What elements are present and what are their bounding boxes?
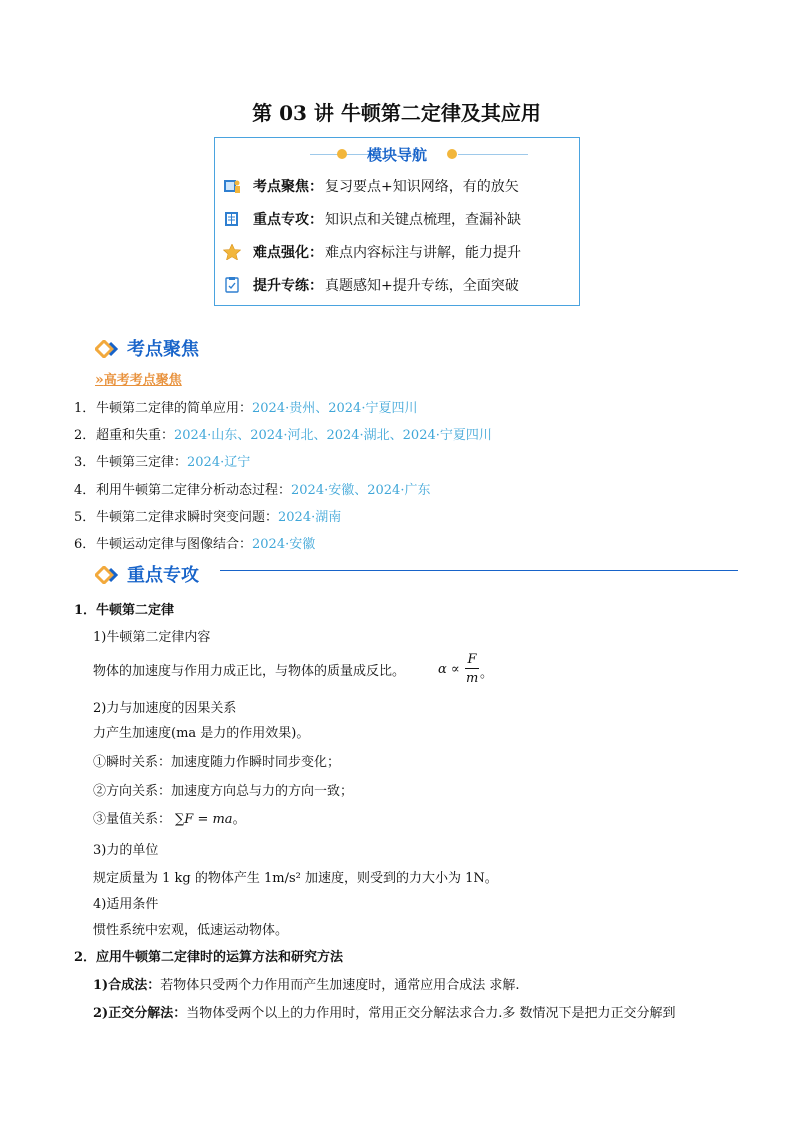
paragraph: 规定质量为 1 kg 的物体产生 1m/s² 加速度，则受到的力大小为 1N。 [93,871,498,886]
subheading-exam-focus: »高考考点聚焦 [95,372,182,388]
star-icon [223,244,241,260]
list-item: 5．牛顿第二定律求瞬时突变问题：2024·湖南 [74,510,342,525]
section-heading-key: 重点专攻 [95,561,199,587]
list-item: 1．牛顿第二定律的简单应用：2024·贵州、2024·宁夏四川 [74,401,418,416]
double-chevron-icon [95,340,121,358]
paragraph: 2)力与加速度的因果关系 [93,701,237,716]
paragraph: 2)正交分解法：当物体受两个以上的力作用时，常用正交分解法求合力.多 数情况下是把力正交分解到 [93,1006,676,1021]
section-heading-focus: 考点聚焦 [95,335,199,361]
book-icon [223,211,241,227]
paragraph: 物体的加速度与作用力成正比，与物体的质量成反比。 [93,664,406,679]
double-chevron-icon [95,566,121,584]
paragraph: 1)合成法：若物体只受两个力作用而产生加速度时，通常应用合成法 求解. [93,978,520,993]
paragraph: 4)适用条件 [93,897,159,912]
section-divider [220,570,738,571]
page-title: 第 03 讲 牛顿第二定律及其应用 [252,101,541,125]
list-item: 4．利用牛顿第二定律分析动态过程：2024·安徽、2024·广东 [74,483,431,498]
paragraph: 1)牛顿第二定律内容 [93,630,211,645]
nav-item-difficult: 难点强化： 难点内容标注与讲解，能力提升 [223,242,521,262]
list-item: 6．牛顿运动定律与图像结合：2024·安徽 [74,537,316,552]
paragraph: ①瞬时关系：加速度随力作瞬时同步变化； [93,755,341,770]
nav-heading: 模块导航 [366,146,427,164]
paragraph: 惯性系统中宏观，低速运动物体。 [93,923,289,938]
list-item: 3．牛顿第三定律：2024·辽宁 [74,455,251,470]
nav-divider-right [458,154,528,155]
teacher-icon [223,178,241,194]
paragraph: 3)力的单位 [93,843,159,858]
paragraph: ③量值关系： ∑F = ma。 [93,812,246,827]
nav-item-practice: 提升专练： 真题感知+提升专练，全面突破 [223,275,519,295]
paragraph: ②方向关系：加速度方向总与力的方向一致； [93,784,354,799]
clipboard-icon [223,277,241,293]
module-nav-box [214,137,580,306]
list-item: 2．超重和失重：2024·山东、2024·河北、2024·湖北、2024·宁夏四川 [74,428,492,443]
paragraph: 力产生加速度(ma 是力的作用效果)。 [93,726,310,741]
nav-item-focus: 考点聚焦： 复习要点+知识网络，有的放矢 [223,176,519,196]
heading-newton-second-law: 1．牛顿第二定律 [74,603,175,618]
nav-item-key: 重点专攻： 知识点和关键点梳理，查漏补缺 [223,209,521,229]
heading-methods: 2．应用牛顿第二定律时的运算方法和研究方法 [74,950,344,965]
nav-dot-right [447,149,457,159]
formula-sum: ∑F = ma [175,812,233,827]
